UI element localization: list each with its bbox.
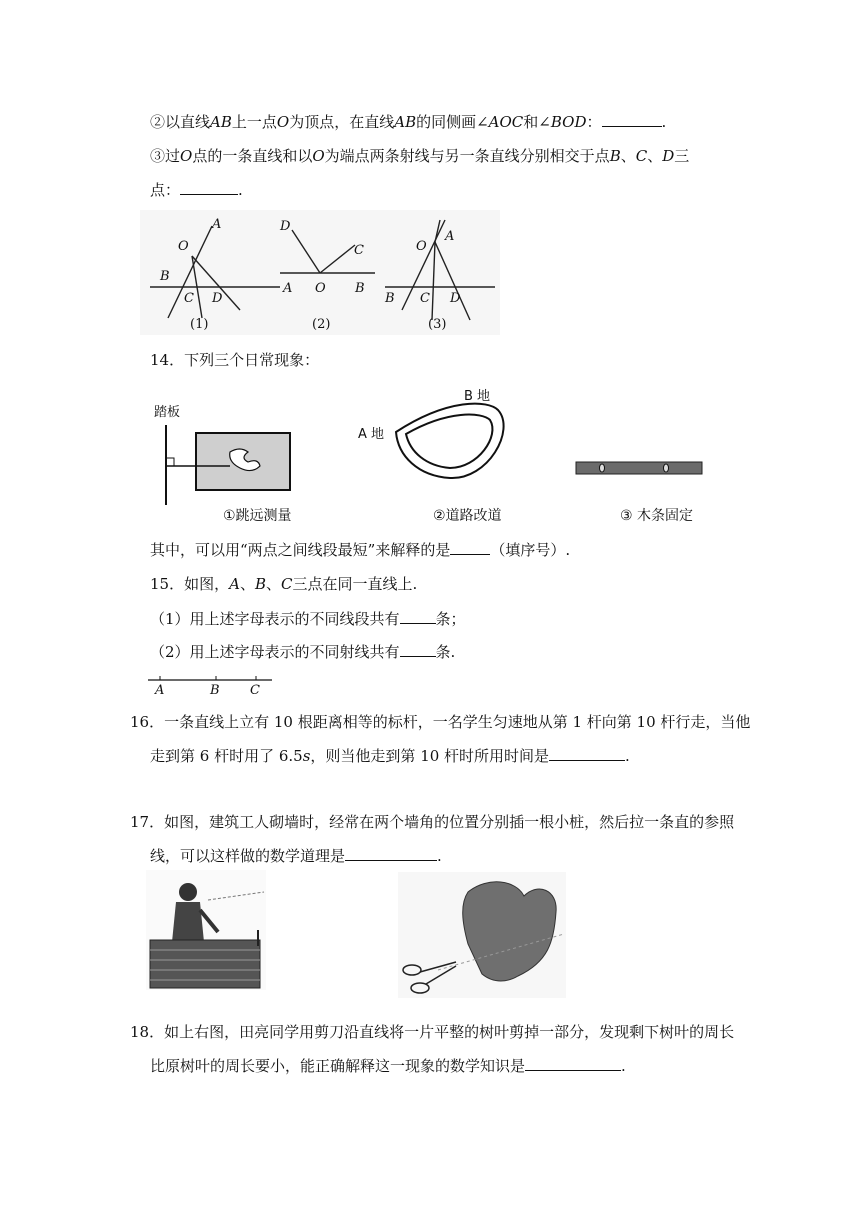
q15-sub2 (150, 642, 455, 662)
text: . (437, 847, 442, 865)
text: 15．如图， (150, 575, 230, 593)
symbol-AB: AB (210, 113, 232, 131)
fig1-label-o: O (178, 239, 189, 254)
text: 上一点 (231, 113, 277, 131)
answer-blank[interactable] (450, 540, 490, 555)
fig2-caption: (2) (312, 317, 331, 332)
place-a-label: A 地 (358, 427, 385, 442)
q16-line1: 16．一条直线上立有 10 根距离相等的标杆，一名学生匀速地从第 1 杆向第 10 杆行走，当他 (130, 713, 751, 731)
road-inner (406, 415, 492, 468)
fig2-label-o: O (315, 281, 326, 296)
text: . (661, 113, 667, 131)
fig1-caption: (1) (190, 317, 209, 332)
text: ： (586, 113, 602, 131)
fig2-label-d: D (280, 219, 291, 234)
q15-sub1 (150, 609, 466, 629)
text: 、 (239, 575, 255, 593)
text: 过 (165, 147, 181, 165)
q13-item3-line1 (150, 146, 689, 166)
answer-blank[interactable] (549, 746, 625, 761)
text: . (238, 181, 243, 199)
fig1-label-a: A (212, 217, 222, 232)
answer-blank[interactable] (180, 180, 238, 195)
text: （1）用上述字母表示的不同线段共有 (150, 610, 400, 628)
text: 三 (674, 147, 690, 165)
fig3-label-o: O (416, 239, 427, 254)
pic2-caption: ②道路改道 (433, 508, 502, 524)
text: 、 (265, 575, 281, 593)
text: 、 (647, 147, 663, 165)
text: 比原树叶的周长要小，能正确解释这一现象的数学知识是 (150, 1057, 526, 1075)
symbol-B: B (609, 147, 621, 165)
fig1-label-d: D (212, 291, 223, 306)
long-jump-picture (154, 404, 292, 524)
q14-pictures (148, 380, 708, 528)
nail-1 (600, 464, 605, 472)
text: （2）用上述字母表示的不同射线共有 (150, 643, 400, 661)
text: 其中，可以用“两点之间线段最短”来解释的是 (150, 541, 451, 559)
symbol-C: C (635, 147, 648, 165)
symbol-AB: AB (394, 113, 417, 131)
text: 条. (435, 643, 456, 661)
q15-stem (150, 574, 417, 594)
worker-head (179, 883, 197, 901)
symbol-O: O (180, 147, 193, 165)
text: 为顶点，在直线 (289, 113, 395, 131)
answer-blank[interactable] (345, 846, 437, 861)
q17-line1: 17．如图，建筑工人砌墙时，经常在两个墙角的位置分别插一根小桩，然后拉一条直的参照 (130, 813, 735, 831)
fig2-label-b: B (355, 281, 365, 296)
answer-blank[interactable] (400, 642, 436, 657)
pedal-label: 踏板 (154, 405, 181, 420)
wood-strip-picture (576, 462, 702, 524)
point-a-label: A (155, 683, 165, 698)
fig3-label-a: A (445, 229, 455, 244)
item-number: ③ (150, 147, 166, 165)
symbol-AOC: AOC (488, 113, 524, 131)
road-outer (396, 404, 504, 478)
text: 条； (435, 610, 466, 628)
text: ，则当他走到第 10 杆时所用时间是 (310, 747, 550, 765)
answer-blank[interactable] (602, 112, 662, 127)
text: . (621, 1057, 626, 1075)
text: 和∠ (523, 113, 551, 131)
road-diversion-picture (358, 388, 504, 524)
q13-item3-line2 (150, 180, 243, 200)
symbol-O: O (312, 147, 325, 165)
point-b-label: B (210, 683, 220, 698)
text: 的同侧画∠ (416, 113, 489, 131)
q14-answer-line (150, 540, 570, 560)
fig3-label-d: D (450, 291, 461, 306)
q15-figure (146, 672, 276, 698)
text: 点： (150, 181, 181, 199)
wood-strip (576, 462, 702, 474)
bricklayer-picture (146, 870, 266, 990)
brick-wall (150, 940, 260, 988)
pic1-caption: ①跳远测量 (223, 508, 292, 524)
fig3-label-b: B (385, 291, 395, 306)
answer-blank[interactable] (400, 609, 436, 624)
symbol-B: B (254, 575, 266, 593)
unit-s: s (302, 747, 311, 765)
symbol-BOD: BOD (550, 113, 587, 131)
fig1-label-b: B (160, 269, 170, 284)
q18-line2 (150, 1056, 626, 1076)
worker-body (172, 902, 204, 942)
text: 、 (620, 147, 636, 165)
text: 以直线 (165, 113, 211, 131)
fig2-label-c: C (354, 243, 364, 258)
fig3-caption: (3) (428, 317, 447, 332)
fig1-label-c: C (184, 291, 194, 306)
q17-line2 (150, 846, 442, 866)
text: 走到第 6 杆时用了 6.5 (150, 747, 303, 765)
q18-line1: 18．如上右图，田亮同学用剪刀沿直线将一片平整的树叶剪掉一部分，发现剩下树叶的周长 (130, 1023, 735, 1041)
text: 三点在同一直线上. (292, 575, 418, 593)
text: 线，可以这样做的数学道理是 (150, 847, 346, 865)
point-c-label: C (250, 683, 260, 698)
place-b-label: B 地 (464, 389, 491, 404)
nail-2 (664, 464, 669, 472)
pic3-caption: ③ 木条固定 (620, 508, 694, 524)
leaf-cut-picture (398, 872, 566, 998)
text: . (625, 747, 630, 765)
q14-stem: 14．下列三个日常现象： (150, 351, 320, 369)
symbol-O: O (276, 113, 290, 131)
q16-line2 (150, 746, 630, 766)
right-angle-mark (166, 458, 174, 466)
symbol-A: A (229, 575, 240, 593)
q13-figures (140, 210, 500, 335)
answer-blank[interactable] (525, 1056, 621, 1071)
symbol-C: C (281, 575, 293, 593)
symbol-D: D (662, 147, 675, 165)
text: 点的一条直线和以 (192, 147, 313, 165)
q13-item2 (150, 112, 666, 132)
item-number: ② (150, 113, 166, 131)
text: 为端点两条射线与另一条直线分别相交于点 (324, 147, 610, 165)
fig3-label-c: C (420, 291, 430, 306)
fig2-label-a: A (283, 281, 293, 296)
text: （填序号）. (490, 541, 571, 559)
